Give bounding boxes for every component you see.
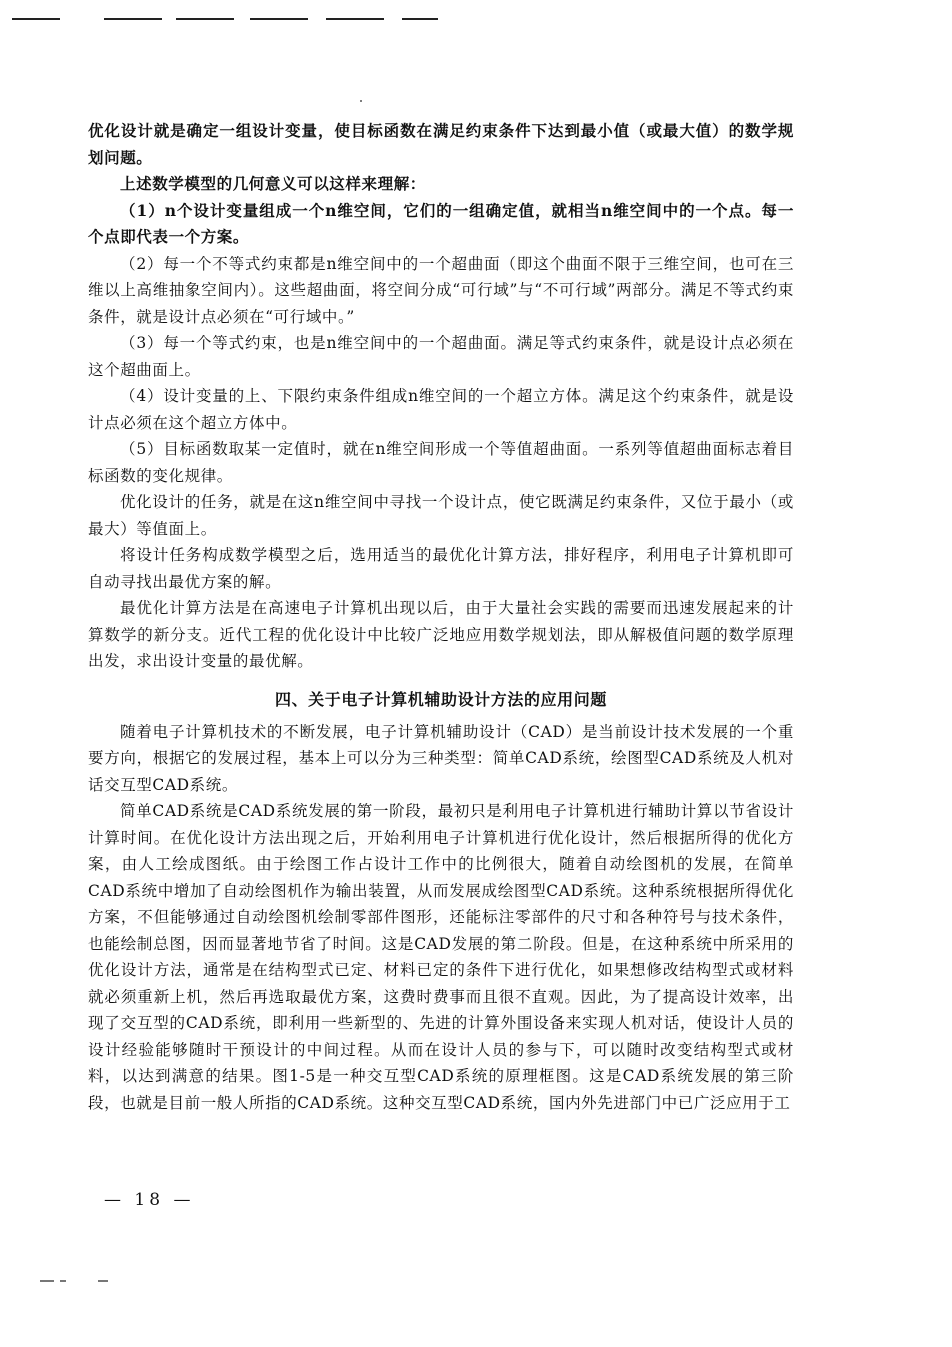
- paragraph-item-4: （4）设计变量的上、下限约束条件组成n维空间的一个超立方体。满足这个约束条件，就是设计点必须在这个超立方体中。: [88, 387, 795, 432]
- paragraph-item-3: （3）每一个等式约束，也是n维空间中的一个超曲面。满足等式约束条件，就是设计点必须在这个超曲面上。: [88, 334, 794, 379]
- page-body: [88, 118, 794, 1116]
- top-decorative-rules: [0, 18, 952, 22]
- bottom-scan-marks: [40, 1280, 120, 1283]
- paragraph-cad-development: 简单CAD系统是CAD系统发展的第一阶段，最初只是利用电子计算机进行辅助计算以节省设计计算时间。在优化设计方法出现之后，开始利用电子计算机进行优化设计，然后根据所得的优化方案，由人工绘成图纸。由于绘图工作占设计工作中的比例很大，随着自动绘图机的发展，在简单CAD系统中增加了自动绘图机作为输出装置，从而发展成绘图型CAD系统。这种系统根据所得优化方案，不但能够通过自动绘图机绘制零部件图形，还能标注零部件的尺寸和各种符号与技术条件，也能绘制总图，因而显著地节省了时间。这是CAD发展的第二阶段。但是，在这种系统中所采用的优化设计方法，通常是在结构型式已定、材料已定的条件下进行优化，如果想修改结构型式或材料就必须重新上机，然后再选取最优方案，这费时费事而且很不直观。因此，为了提高设计效率，出现了交互型的CAD系统，即利用一些新型的、先进的计算外围设备来实现人机对话，使设计人员的设计经验能够随时干预设计的中间过程。从而在设计人员的参与下，可以随时改变结构型式或材料，以达到满意的结果。图1-5是一种交互型CAD系统的原理框图。这是CAD系统发展的第三阶段，也就是目前一般人所指的CAD系统。这种交互型CAD系统，国内外先进部门中已广泛应用于工: [88, 802, 794, 1112]
- paragraph-optimization-method: 将设计任务构成数学模型之后，选用适当的最优化计算方法，排好程序，利用电子计算机即可自动寻找出最优方案的解。: [88, 546, 794, 591]
- paragraph-design-task: 优化设计的任务，就是在这n维空间中寻找一个设计点，使它既满足约束条件，又位于最小（或最大）等值面上。: [88, 493, 794, 538]
- paragraph-cad-types: 随着电子计算机技术的不断发展，电子计算机辅助设计（CAD）是当前设计技术发展的一个重要方向，根据它的发展过程，基本上可以分为三种类型：简单CAD系统，绘图型CAD系统及人机对话交互型CAD系统。: [88, 722, 794, 794]
- paragraph-geometric-intro: 上述数学模型的几何意义可以这样来理解：: [120, 174, 426, 193]
- page-number: — 18 —: [104, 1190, 195, 1210]
- paragraph-item-2: （2）每一个不等式约束都是n维空间中的一个超曲面（即这个曲面不限于三维空间，也可在三维以上高维抽象空间内）。这些超曲面，将空间分成“可行域”与“不可行域”两部分。满足不等式约束条件，就是设计点必须在“可行域中。”: [88, 254, 794, 326]
- section-heading: 四、关于电子计算机辅助设计方法的应用问题: [274, 689, 607, 709]
- paragraph-item-1: （1）n个设计变量组成一个n维空间，它们的一组确定值，就相当n维空间中的一个点。每一个点即代表一个方案。: [88, 200, 794, 246]
- paragraph-item-5: （5）目标函数取某一定值时，就在n维空间形成一个等值超曲面。一系列等值超曲面标志着目标函数的变化规律。: [88, 440, 794, 485]
- scan-speck: [360, 100, 362, 102]
- paragraph-math-programming: 最优化计算方法是在高速电子计算机出现以后，由于大量社会实践的需要而迅速发展起来的计算数学的新分支。近代工程的优化设计中比较广泛地应用数学规划法，即从解极值问题的数学原理出发，求出设计变量的最优解。: [88, 599, 794, 670]
- paragraph-definition: 优化设计就是确定一组设计变量，使目标函数在满足约束条件下达到最小值（或最大值）的数学规划问题。: [88, 121, 794, 167]
